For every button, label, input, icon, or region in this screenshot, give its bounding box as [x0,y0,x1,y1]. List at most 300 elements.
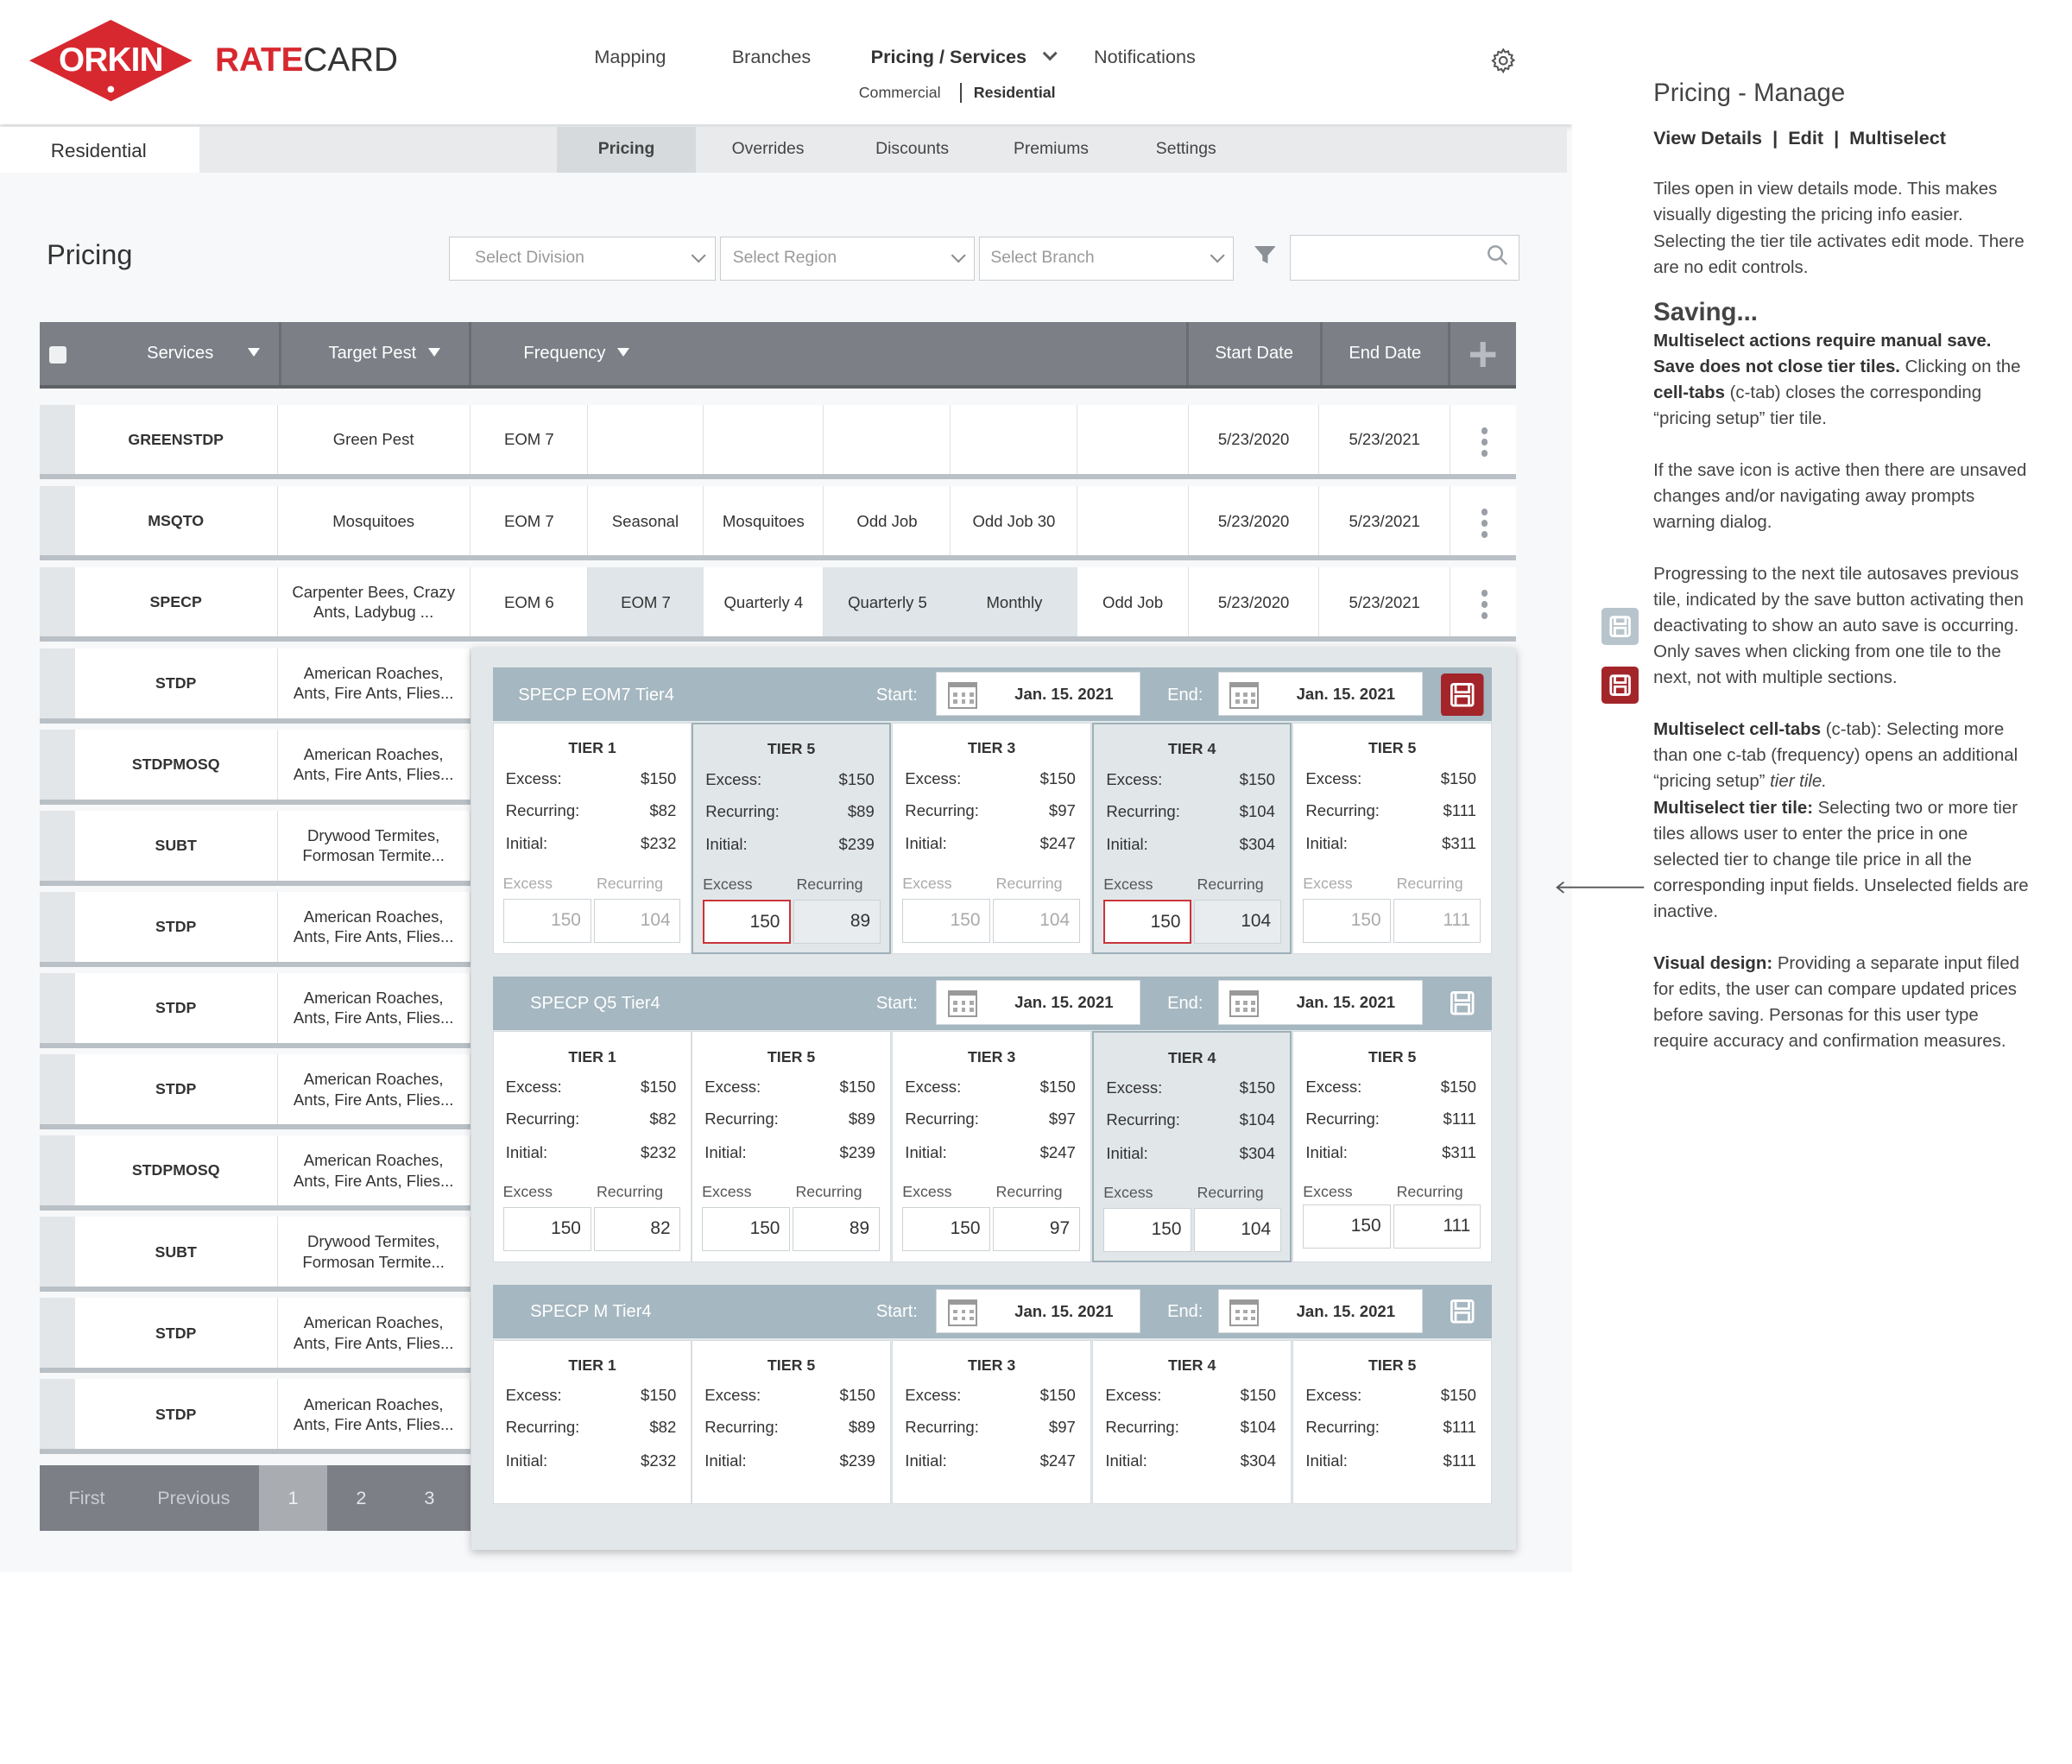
cell-service: STDP [75,1379,278,1449]
cell-tab-frequency[interactable]: Quarterly 4 [704,567,824,637]
recurring-label: Recurring: [1305,1418,1380,1437]
table-row[interactable] [40,1054,470,1129]
tier-tile[interactable] [493,1031,692,1262]
save-button[interactable] [1441,673,1484,722]
table-row[interactable] [40,486,1515,561]
tier-tile[interactable] [1292,1340,1492,1504]
cell-target-pest: Mosquitoes [278,486,471,556]
cell-tab-frequency[interactable]: EOM 6 [471,567,588,637]
end-label: End: [1167,1302,1203,1322]
search-input[interactable] [1290,235,1519,281]
notes-p3: If the save icon is active then there are unsaved changes and/or navigating away prompts warning dialog. [1653,460,2027,533]
row-select-stub[interactable] [40,1054,74,1124]
excess-label: Excess: [505,1386,562,1405]
search-icon[interactable] [1487,244,1508,272]
tab-discounts[interactable]: Discounts [875,139,950,158]
initial-label: Initial: [505,1142,548,1161]
recurring-input-label: Recurring [995,1183,1063,1201]
initial-label: Initial: [704,1142,747,1161]
tier-tile[interactable] [1092,723,1292,954]
division-select[interactable] [449,237,716,281]
logo-text: ORKIN [59,41,163,79]
recurring-value: $97 [1048,1109,1076,1128]
row-select-stub[interactable] [40,1217,74,1287]
chevron-down-icon[interactable] [1042,46,1058,61]
branch-select[interactable] [979,237,1234,281]
excess-value: $150 [839,1386,875,1405]
excess-input[interactable]: 150 [1303,899,1391,943]
start-date-field[interactable] [936,980,1140,1024]
initial-label: Initial: [905,1451,947,1470]
table-row[interactable] [40,1298,470,1373]
tier-title: TIER 5 [1368,1356,1417,1375]
end-label: End: [1167,993,1203,1013]
tier-section-header [493,1285,1492,1338]
recurring-label: Recurring: [505,800,580,819]
module-title: Residential [50,140,147,162]
notes-p5-i: tier tile. [1770,772,1827,792]
cell-tab-frequency[interactable] [1077,486,1188,556]
tier-title: TIER 5 [767,1047,816,1065]
excess-label: Excess: [1105,1386,1162,1405]
row-select-stub[interactable] [40,892,74,962]
initial-label: Initial: [505,1451,548,1470]
recurring-label: Recurring: [505,1109,580,1128]
recurring-label: Recurring: [704,1109,779,1128]
tier-tile[interactable] [892,1340,1091,1504]
tab-premiums[interactable]: Premiums [1013,139,1089,158]
excess-label: Excess: [1305,1077,1362,1096]
save-button[interactable] [1441,1290,1484,1338]
end-date-field[interactable] [1218,672,1423,716]
cell-service: STDP [75,1298,278,1368]
recurring-value: $111 [1443,1109,1476,1128]
excess-label: Excess: [1305,768,1362,787]
more-options-icon[interactable] [1481,590,1488,623]
th-services[interactable] [75,322,282,385]
excess-value: $150 [1239,769,1275,788]
table-row[interactable] [40,811,470,886]
initial-value: $304 [1240,1451,1276,1470]
excess-value: $150 [1039,768,1076,787]
calendar-icon[interactable] [948,990,977,1017]
excess-label: Excess: [505,768,562,787]
save-icon-inactive-example [1601,608,1639,645]
row-select-stub[interactable] [40,567,74,637]
excess-value: $150 [1039,1077,1076,1096]
recurring-value: $111 [1443,800,1476,819]
cell-target-pest: American Roaches, Ants, Fire Ants, Flies... [278,892,471,962]
excess-input[interactable]: 150 [702,1207,790,1251]
filter-arrow-icon[interactable] [428,348,440,357]
excess-value: $150 [641,1077,677,1096]
th-frequency[interactable] [471,322,1189,385]
excess-value: $150 [641,768,677,787]
initial-label: Initial: [1305,1451,1348,1470]
excess-input[interactable]: 150 [503,899,591,943]
row-select-stub[interactable] [40,405,74,475]
excess-value: $150 [1239,1078,1275,1097]
row-select-stub[interactable] [40,730,74,800]
start-date-value: Jan. 15. 2021 [1014,685,1114,704]
tier-title: TIER 5 [1368,739,1417,757]
excess-value: $150 [1440,1386,1476,1405]
tier-tile[interactable] [493,1340,692,1504]
excess-input-label: Excess [702,1183,752,1201]
excess-value: $150 [1440,1077,1476,1096]
tier-tile[interactable] [692,1340,891,1504]
cell-end-date: 5/23/2021 [1319,567,1450,637]
excess-label: Excess: [1106,769,1163,788]
th-target-pest[interactable] [281,322,471,385]
cell-tab-frequency[interactable] [951,405,1077,475]
cell-tab-frequency[interactable]: Seasonal [588,486,704,556]
recurring-label: Recurring: [1305,800,1380,819]
recurring-input[interactable]: 97 [993,1207,1080,1251]
recurring-label: Recurring: [1105,1418,1179,1437]
table-row[interactable] [40,648,470,724]
row-select-stub[interactable] [40,1379,74,1449]
subnav-residential[interactable]: Residential [973,84,1056,102]
tier-tile[interactable] [692,723,891,954]
excess-label: Excess: [704,1386,761,1405]
recurring-input[interactable]: 89 [793,900,881,944]
recurring-input[interactable]: 104 [1194,1208,1281,1252]
pagination-first[interactable]: First [68,1487,105,1509]
pagination-page-1[interactable]: 1 [259,1465,327,1531]
excess-input[interactable]: 150 [1103,900,1191,944]
cell-tab-frequency[interactable]: EOM 7 [588,567,704,637]
tier-title: TIER 1 [568,739,616,757]
recurring-value: $82 [649,1418,677,1437]
excess-input-label: Excess [902,1183,952,1201]
subnav-commercial[interactable]: Commercial [858,84,941,102]
pagination-page-2[interactable]: 2 [356,1487,367,1509]
recurring-input[interactable]: 104 [993,899,1080,943]
cell-end-date: 5/23/2021 [1319,405,1450,475]
cell-service: GREENSTDP [75,405,278,475]
pagination-page-3[interactable]: 3 [424,1487,435,1509]
module-tab-bar [0,127,1567,173]
notes-p5 [1653,717,2034,925]
start-date-value: Jan. 15. 2021 [1014,1301,1114,1320]
recurring-label: Recurring: [905,800,979,819]
excess-input-label: Excess [703,875,753,893]
recurring-input-label: Recurring [995,874,1063,892]
row-select-stub[interactable] [40,1298,74,1368]
cell-end-date: 5/23/2021 [1319,486,1450,556]
tier-title: TIER 3 [967,1356,1016,1375]
wordmark-rate: RATE [215,41,304,79]
nav-mapping[interactable]: Mapping [594,45,666,67]
region-select[interactable] [720,237,975,281]
recurring-value: $89 [848,1109,875,1128]
cell-tab-frequency[interactable]: EOM 7 [471,486,588,556]
cell-target-pest: American Roaches, Ants, Fire Ants, Flies... [278,973,471,1043]
initial-label: Initial: [905,834,947,853]
cell-tab-frequency[interactable] [588,405,704,475]
table-row[interactable] [40,1217,470,1292]
cell-start-date: 5/23/2020 [1189,567,1320,637]
recurring-label: Recurring: [1305,1109,1380,1128]
excess-input-label: Excess [502,874,553,892]
tier-title: TIER 4 [1168,1048,1216,1066]
recurring-value: $82 [649,1109,677,1128]
cell-service: STDP [75,973,278,1043]
recurring-label: Recurring: [704,1418,779,1437]
recurring-input[interactable]: 104 [1194,900,1281,944]
initial-value: $311 [1442,834,1476,853]
recurring-value: $104 [1239,1110,1275,1129]
filter-arrow-icon[interactable] [248,348,260,357]
th-end-date[interactable] [1323,322,1451,385]
cell-start-date: 5/23/2020 [1189,486,1320,556]
initial-label: Initial: [1305,1142,1348,1161]
initial-value: $247 [1039,1142,1076,1161]
section-title: SPECP M Tier4 [530,1302,652,1322]
notes-p5-c: Selecting two or more tier tiles allows user to enter the price in one selected tier to change tile price in all the corresponding input fields. Unselected fields are inactive. [1653,798,2029,922]
cell-tab-frequency[interactable]: Odd Job [1077,567,1188,637]
recurring-value: $89 [847,801,875,820]
gear-icon[interactable] [1489,47,1517,74]
page-title: Pricing [47,238,133,270]
cell-target-pest: American Roaches, Ants, Fire Ants, Flies... [278,1135,471,1205]
cell-tab-frequency[interactable]: Mosquitoes [704,486,824,556]
cell-service: STDP [75,1054,278,1124]
recurring-input[interactable]: 111 [1393,1204,1481,1249]
table-row[interactable] [40,567,1515,642]
cell-target-pest: American Roaches, Ants, Fire Ants, Flies... [278,730,471,800]
tier-tile[interactable] [1092,1340,1292,1504]
th-target-pest-label: Target Pest [328,343,417,363]
recurring-input-label: Recurring [795,1183,862,1201]
recurring-value: $82 [649,800,677,819]
nav-pricing-services[interactable]: Pricing / Services [870,45,1027,67]
filter-arrow-icon[interactable] [617,348,629,357]
recurring-value: $89 [848,1418,875,1437]
initial-label: Initial: [905,1142,947,1161]
add-icon[interactable] [1470,342,1495,372]
table-row[interactable] [40,892,470,967]
end-date-value: Jan. 15. 2021 [1296,685,1396,704]
pricing-setup-panel [471,648,1516,1549]
tab-settings[interactable]: Settings [1155,139,1216,158]
recurring-input[interactable]: 82 [594,1207,681,1251]
row-select-stub[interactable] [40,486,74,556]
initial-value: $239 [839,1451,875,1470]
tier-tile[interactable] [892,723,1091,954]
row-select-stub[interactable] [40,1135,74,1205]
tier-tile[interactable] [1292,1031,1492,1262]
table-row[interactable] [40,973,470,1048]
calendar-icon[interactable] [948,1299,977,1326]
division-select-value: Select Division [475,248,584,267]
initial-value: $247 [1039,1451,1076,1470]
tier-tile[interactable] [1292,723,1492,954]
mode-multiselect: Multiselect [1849,126,1947,149]
excess-label: Excess: [905,1386,962,1405]
filter-icon[interactable] [1254,246,1276,271]
th-start-date[interactable] [1189,322,1323,385]
start-label: Start: [875,1302,918,1322]
cell-target-pest: Green Pest [278,405,471,475]
cell-start-date: 5/23/2020 [1189,405,1320,475]
recurring-label: Recurring: [905,1418,979,1437]
branch-select-value: Select Branch [990,248,1095,267]
excess-value: $150 [839,1077,875,1096]
tier-tile[interactable] [1092,1031,1292,1262]
excess-input[interactable]: 150 [703,900,791,944]
excess-input[interactable]: 150 [902,1207,990,1251]
more-options-icon[interactable] [1481,509,1488,542]
start-date-field[interactable] [936,672,1140,716]
notes-title: Pricing - Manage [1653,78,1846,107]
row-select-stub[interactable] [40,973,74,1043]
tier-tile[interactable] [692,1031,891,1262]
calendar-icon[interactable] [1229,990,1259,1017]
save-button[interactable] [1441,982,1484,1030]
row-select-stub[interactable] [40,648,74,718]
notes-p5-b1: Multiselect cell-tabs [1653,720,1822,740]
calendar-icon[interactable] [1229,1299,1259,1326]
recurring-value: $111 [1443,1418,1476,1437]
recurring-label: Recurring: [905,1109,979,1128]
mode-edit: Edit [1788,126,1824,149]
notes-p2-a: Clicking on the [1899,357,2021,376]
recurring-input[interactable]: 89 [793,1207,880,1251]
excess-input-label: Excess [1303,1183,1353,1201]
excess-input[interactable]: 150 [1103,1208,1191,1252]
notes-p2-bold: Multiselect actions require manual save. Save does not close tier tiles. [1653,331,1992,376]
excess-input-label: Excess [902,874,952,892]
excess-input[interactable]: 150 [902,899,990,943]
table-row[interactable] [40,1379,470,1454]
tab-overrides[interactable]: Overrides [731,139,805,158]
tab-pricing[interactable]: Pricing [557,127,696,173]
notes-p5-b2: Multiselect tier tile: [1653,798,1814,818]
excess-input-label: Excess [1103,875,1153,893]
excess-label: Excess: [505,1077,562,1096]
tier-tile[interactable] [892,1031,1091,1262]
cell-tab-frequency[interactable] [704,405,824,475]
row-select-stub[interactable] [40,811,74,881]
cell-tab-frequency[interactable] [1077,405,1188,475]
start-date-field[interactable] [936,1289,1140,1333]
excess-label: Excess: [1106,1078,1163,1097]
initial-label: Initial: [1106,1143,1148,1162]
tier-title: TIER 1 [568,1047,616,1065]
excess-input[interactable]: 150 [503,1207,591,1251]
cell-tab-frequency[interactable] [824,405,951,475]
table-row[interactable] [40,405,1515,480]
cell-service: STDP [75,892,278,962]
wordmark-card: CARD [303,41,398,79]
end-date-field[interactable] [1218,980,1423,1024]
select-all-checkbox[interactable] [49,346,66,364]
end-date-field[interactable] [1218,1289,1423,1333]
table-header [40,322,1515,389]
nav-notifications[interactable]: Notifications [1093,45,1196,67]
end-date-value: Jan. 15. 2021 [1296,1301,1396,1320]
tier-tile[interactable] [493,723,692,954]
cell-tab-frequency[interactable]: Monthly [951,567,1077,637]
more-options-icon[interactable] [1481,427,1488,461]
excess-value: $150 [641,1386,677,1405]
th-frequency-label: Frequency [523,343,606,363]
excess-input[interactable]: 150 [1303,1204,1391,1249]
nav-branches[interactable]: Branches [731,45,812,67]
excess-label: Excess: [905,1077,962,1096]
notes-p2-c: (c-tab) closes the corresponding “pricing setup” tier tile. [1653,383,1982,429]
excess-input-label: Excess [1303,874,1353,892]
cell-service: STDPMOSQ [75,730,278,800]
recurring-value: $104 [1240,1418,1276,1437]
tier-section-header [493,667,1492,721]
end-label: End: [1167,685,1203,705]
initial-value: $247 [1039,834,1076,853]
start-label: Start: [875,685,918,705]
recurring-label: Recurring: [705,801,780,820]
pagination-previous[interactable]: Previous [157,1487,231,1509]
recurring-input-label: Recurring [596,874,664,892]
arrow-left-icon [1553,876,1646,901]
subnav-divider [960,83,962,103]
initial-value: $232 [641,1142,677,1161]
notes-p2-b: cell-tabs [1653,383,1725,403]
notes-p6 [1653,951,2034,1055]
tier-title: TIER 5 [767,740,816,758]
initial-value: $311 [1442,1142,1476,1161]
recurring-label: Recurring: [1106,801,1180,820]
end-date-value: Jan. 15. 2021 [1296,993,1396,1012]
initial-label: Initial: [1305,834,1348,853]
initial-value: $239 [838,835,875,854]
calendar-icon[interactable] [1229,682,1259,709]
region-select-value: Select Region [732,248,837,267]
notes-p5-a: (c-tab): Selecting more than one c-tab (frequency) opens an additional “pricing setup” [1653,720,2018,792]
top-bar [0,0,1572,124]
section-title: SPECP EOM7 Tier4 [518,685,674,705]
th-start-date-label: Start Date [1215,343,1293,363]
tier-title: TIER 3 [967,1047,1016,1065]
recurring-input[interactable]: 104 [594,899,681,943]
notes-panel [1653,80,2034,1055]
tier-title: TIER 5 [767,1356,816,1375]
excess-value: $150 [1240,1386,1276,1405]
recurring-input-label: Recurring [1396,1183,1463,1201]
save-icon-active-example [1601,667,1639,704]
excess-label: Excess: [704,1077,761,1096]
recurring-input-label: Recurring [1197,875,1264,893]
orkin-logo[interactable] [29,20,193,101]
calendar-icon[interactable] [948,682,977,709]
chevron-down-icon [1210,249,1225,264]
cell-tab-frequency[interactable]: EOM 7 [471,405,588,475]
recurring-label: Recurring: [505,1418,580,1437]
recurring-input[interactable]: 111 [1393,899,1481,943]
recurring-input-label: Recurring [1197,1184,1264,1202]
cell-tab-frequency[interactable]: Quarterly 5 [824,567,951,637]
cell-target-pest: American Roaches, Ants, Fire Ants, Flies... [278,648,471,718]
initial-value: $239 [839,1142,875,1161]
table-row[interactable] [40,1135,470,1211]
cell-tab-frequency[interactable]: Odd Job [824,486,951,556]
cell-target-pest: American Roaches, Ants, Fire Ants, Flies... [278,1054,471,1124]
table-row[interactable] [40,730,470,805]
initial-value: $304 [1239,835,1275,854]
recurring-label: Recurring: [1106,1110,1180,1129]
cell-tab-frequency[interactable]: Odd Job 30 [951,486,1077,556]
